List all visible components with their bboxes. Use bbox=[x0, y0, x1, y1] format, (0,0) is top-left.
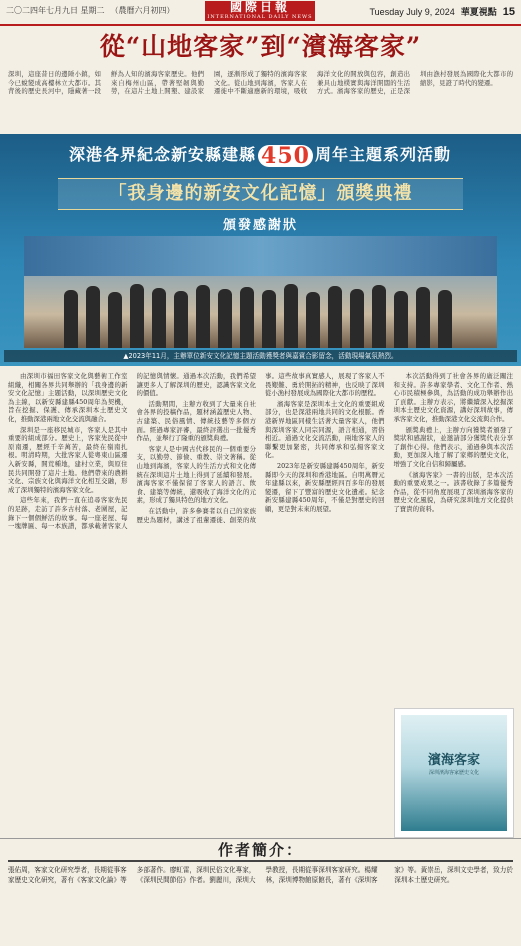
authors-bio: 張佑周，客家文化研究學者，長期從事客家歷史文化研究，著有《客家文化論》等多部著作。廖虹雷，深圳民俗文化專家，《深圳民間節俗》作者。劉麗川，深圳大學教授，長期從事深圳客家研究。楊耀林，深圳博物館原館長，著有《深圳客家》等。黃崇岳，深圳文史學者，致力於深圳本土歷史研究。 bbox=[8, 860, 513, 946]
article-paragraph: 頒獎典禮上，主辦方向獲獎者頒發了獎狀和感謝狀，並邀請部分獲獎代表分享了創作心得。他們表示，通過參與本次活動，更加深入地了解了家鄉的歷史文化，增強了文化自信和歸屬感。 bbox=[393, 425, 513, 468]
book-title: 濱海客家 bbox=[427, 753, 480, 768]
person bbox=[372, 285, 386, 348]
award-title: 頒發感謝狀 bbox=[222, 218, 298, 233]
date-text: 二〇二四年七月九日 星期二 bbox=[6, 6, 105, 15]
article-paragraph: 濱海客家是深圳本土文化的重要組成部分，也是深港兩地共同的文化根脈。香港新界地區同樣生活著大量客家人，他們與深圳客家人同宗同源，語言相通，習俗相近。通過文化交流活動，兩地客家人的聯繫更加緊密，共同傳承和弘揚客家文化。 bbox=[265, 399, 385, 460]
person bbox=[86, 286, 100, 348]
article-paragraph: 活動期間，主辦方收到了大量來自社會各界的投稿作品，題材涵蓋歷史人物、古建築、民俗風情、傳統技藝等多個方面。經過專家評審，最終評選出一批優秀作品，並舉行了隆重的頒獎典禮。 bbox=[136, 399, 256, 443]
person bbox=[152, 288, 166, 348]
article-paragraph: 這些年來，我們一直在追尋客家先民的足跡，走訪了許多古村落、老圍屋，記錄下一個個鮮活的故事。每一座老屋、每一塊牌匾、每一本族譜，都承載著客家人的記憶與情懷。通過本次活動，我們希望讓更多人了解深圳的歷史，認識客家文化的價值。 bbox=[8, 372, 256, 531]
article-paragraph: 2023年是新安縣建縣450周年，新安縣即今天的深圳和香港地區。自明萬曆元年建縣以來，新安縣歷經四百多年的發展變遷，留下了豐富的歷史文化遺產。紀念新安縣建縣450周年，不僅是對歷史的回顧，更是對未來的展望。 bbox=[265, 461, 385, 513]
person bbox=[108, 292, 122, 348]
attendees bbox=[64, 278, 464, 348]
series-title-pre: 深港各界紀念新安縣建縣 bbox=[69, 145, 257, 164]
person bbox=[196, 285, 210, 348]
article-paragraph: 在活動中，許多參賽者以自己的家族歷史為題材，講述了祖輩遷徙、創業的故事。這些故事真實感人，展現了客家人不畏艱難、勇於開拓的精神，也反映了深圳從小漁村發展成為國際化大都市的歷程。 bbox=[136, 372, 385, 524]
photo-caption: ▲2023年11月，主辦單位新安文化記憶主題活動獲獎者與嘉賓合影留念，活動現場氣氛熱烈。 bbox=[4, 350, 517, 362]
person bbox=[284, 284, 298, 348]
person bbox=[306, 292, 320, 348]
person bbox=[416, 287, 430, 348]
article-paragraph: 深圳是一座移民城市，客家人是其中重要的組成部分。歷史上，客家先民從中原南遷，歷經千辛萬苦，最終在嶺南扎根。明清時期，大批客家人從粵東山區遷入新安縣，開荒種地，建村立業，與原住民共同開發了這片土地。他們帶來的農耕文化、宗族文化與海洋文化相互交融，形成了深圳獨特的濱海客家文化。 bbox=[8, 425, 128, 494]
person bbox=[328, 286, 342, 348]
person bbox=[438, 290, 452, 348]
person bbox=[130, 284, 144, 348]
person bbox=[64, 290, 78, 348]
person bbox=[394, 291, 408, 348]
page-number: 15 bbox=[502, 6, 515, 18]
issue-date bbox=[6, 5, 181, 16]
book-cover bbox=[394, 708, 514, 838]
person bbox=[218, 289, 232, 348]
contest-title: 「我身邊的新安文化記憶」頒獎典禮 bbox=[58, 178, 463, 210]
article-paragraph: 本次活動得到了社會各界的廣泛關注和支持。許多專家學者、文化工作者、熱心市民積極參與，為活動的成功舉辦作出了貢獻。主辦方表示，將繼續深入挖掘深圳本土歷史文化資源，講好深圳故事，傳承客家文化，推動深港文化交流與合作。 bbox=[393, 372, 513, 423]
page-headline: 從“山地客家”到“濱海客家” bbox=[99, 32, 422, 61]
english-date: Tuesday July 9, 2024 bbox=[369, 7, 455, 17]
logo-en: INTERNATIONAL DAILY NEWS bbox=[207, 14, 313, 20]
person bbox=[174, 291, 188, 348]
authors-heading: 作者簡介： bbox=[0, 838, 521, 859]
person bbox=[240, 287, 254, 348]
masthead bbox=[0, 0, 521, 26]
newspaper-logo bbox=[205, 1, 315, 21]
intro-article: 深圳，這座昔日的邊陲小鎮，如今已蛻變成高樓林立大都市。其背後的歷史長河中，隱藏著一段鮮為人知的濱海客家歷史。他們來自梅州山區，帶著堅韌與勤勞，在這片土地上開墾、建設家園，逐漸形成了獨特的濱海客家文化。從山地到海濱，客家人在遷徙中不斷適應新的環境，吸收海洋文化的開放與包容，創造出兼具山地樸實與海洋開闊的生活方式。濱海客家的歷史，正是深圳由漁村發展為國際化大都市的縮影，見證了時代的變遷。 bbox=[8, 70, 513, 95]
stage-backdrop bbox=[24, 236, 497, 276]
series-title-post: 周年主題系列活動 bbox=[314, 145, 451, 164]
group-photo bbox=[24, 236, 497, 348]
person bbox=[350, 289, 364, 348]
article-paragraph: 客家人是中國古代移民的一個重要分支，以勤勞、節儉、重教、崇文著稱。從山地到海濱，客家人的生活方式和文化傳統在深圳這片土地上得到了延續和發展。濱海客家不僅保留了客家人的語言、飲食、建築等傳統，還吸收了海洋文化的元素，形成了獨具特色的地方文化。 bbox=[136, 444, 256, 505]
logo-zh: 國際日報 bbox=[229, 0, 290, 14]
section-name: 華夏視點 bbox=[460, 7, 497, 17]
lunar-date: （農曆六月初四） bbox=[110, 6, 175, 15]
article-paragraph: 《濱海客家》一書的出版，是本次活動的重要成果之一。該書收錄了多篇優秀作品，從不同角度展現了深圳濱海客家的歷史文化風貌，為研究深圳地方文化提供了寶貴的資料。 bbox=[393, 470, 513, 513]
issue-info bbox=[370, 5, 515, 18]
article-paragraph: 由深圳市福田客家文化與藝術工作室組織，相關各界共同舉辦的「我身邊的新安文化記憶」主題活動，以深圳歷史文化為主線，以新安縣建縣450周年為契機，旨在挖掘、保護、傳承深圳本土歷史文化，推動深港兩地文化交流與融合。 bbox=[8, 372, 128, 423]
book-subtitle: 深圳濱海客家歷史文化 bbox=[428, 770, 479, 776]
person bbox=[262, 290, 276, 348]
anniversary-logo: 450 bbox=[258, 145, 313, 167]
event-banner bbox=[0, 134, 521, 366]
series-title bbox=[30, 142, 490, 167]
